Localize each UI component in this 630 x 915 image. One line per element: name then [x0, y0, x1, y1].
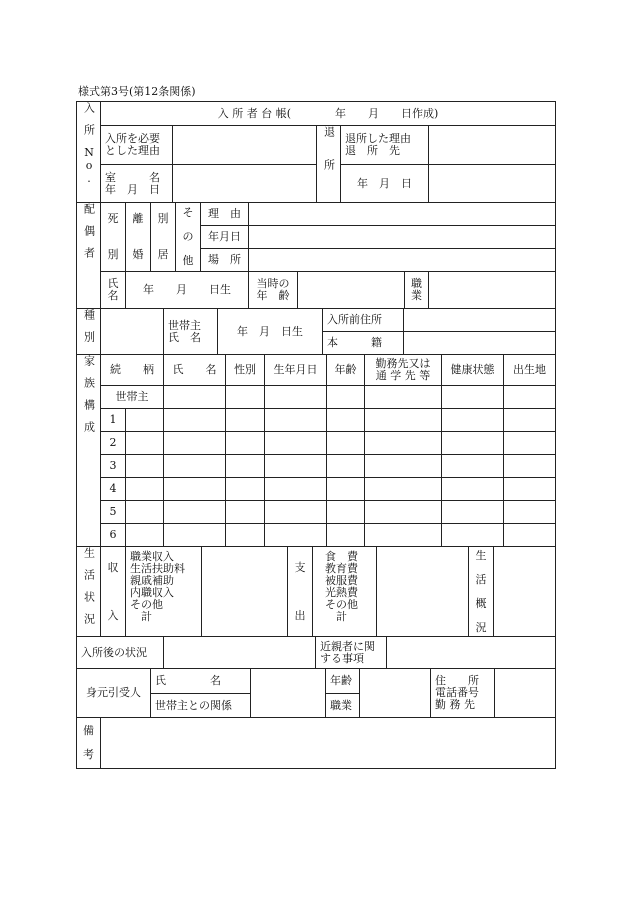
- family-cell[interactable]: [326, 431, 365, 455]
- relatives-field[interactable]: [386, 636, 556, 669]
- spouse-reason-label: 理 由: [200, 202, 249, 226]
- family-cell[interactable]: [503, 454, 556, 478]
- guarantor-age-label: 年齢: [325, 668, 360, 694]
- family-cell[interactable]: [441, 408, 504, 432]
- family-cell[interactable]: [264, 431, 327, 455]
- family-cell[interactable]: [264, 408, 327, 432]
- family-row-number: 2: [100, 431, 126, 455]
- spouse-death-label: 死 別: [100, 202, 126, 272]
- expense-label: 支 出: [287, 546, 313, 637]
- admission-reason-field[interactable]: [172, 125, 317, 165]
- family-cell[interactable]: [163, 523, 226, 547]
- prev-address-field[interactable]: [403, 308, 556, 332]
- life-overview-label: 生 活 概 況: [468, 546, 494, 637]
- expense-amount-field[interactable]: [376, 546, 469, 637]
- family-cell[interactable]: [225, 500, 265, 524]
- prev-address-label: 入所前住所: [322, 308, 404, 332]
- family-cell[interactable]: [225, 454, 265, 478]
- admission-room-label: 室 名 年 月 日: [100, 164, 173, 203]
- after-status-label: 入所後の状況: [76, 636, 164, 669]
- family-cell[interactable]: [503, 523, 556, 547]
- family-cell[interactable]: [163, 500, 226, 524]
- family-cell[interactable]: [503, 500, 556, 524]
- income-label: 収 入: [100, 546, 126, 637]
- family-cell[interactable]: [441, 500, 504, 524]
- guarantor-name-label: 氏 名: [150, 668, 251, 694]
- family-cell[interactable]: [125, 523, 164, 547]
- family-header-age: 年齢: [326, 354, 365, 386]
- family-cell[interactable]: [264, 477, 327, 501]
- guarantor-contact-label: 住 所 電話番号 勤 務 先: [430, 668, 495, 718]
- family-header-name: 氏 名: [163, 354, 226, 386]
- spouse-divorce-label: 離 婚: [125, 202, 151, 272]
- spouse-date-field[interactable]: [248, 225, 556, 249]
- family-cell[interactable]: [364, 477, 442, 501]
- spouse-date-label: 年月日: [200, 225, 249, 249]
- family-row-number: 6: [100, 523, 126, 547]
- type-field[interactable]: [100, 308, 164, 355]
- family-cell[interactable]: [264, 454, 327, 478]
- family-row-number: 3: [100, 454, 126, 478]
- family-cell[interactable]: [503, 477, 556, 501]
- spouse-job-field[interactable]: [428, 271, 556, 309]
- spouse-reason-field[interactable]: [248, 202, 556, 226]
- family-cell[interactable]: [264, 500, 327, 524]
- life-overview-field[interactable]: [493, 546, 556, 637]
- family-cell[interactable]: [225, 431, 265, 455]
- admission-reason-label: 入所を必要 とした理由: [100, 125, 173, 165]
- domicile-label: 本 籍: [322, 331, 404, 355]
- family-row-number: 1: [100, 408, 126, 432]
- type-side-label: 種 別: [76, 308, 101, 355]
- family-cell[interactable]: [225, 477, 265, 501]
- family-header-sex: 性別: [225, 354, 265, 386]
- family-cell[interactable]: [326, 477, 365, 501]
- family-cell[interactable]: [441, 385, 504, 409]
- family-cell[interactable]: [163, 408, 226, 432]
- guarantor-contact-field[interactable]: [494, 668, 556, 718]
- head-name-label: 世帯主 氏 名: [163, 308, 218, 355]
- family-cell[interactable]: [364, 500, 442, 524]
- family-cell[interactable]: [125, 408, 164, 432]
- relatives-label: 近親者に関 する事項: [315, 636, 387, 669]
- remarks-field[interactable]: [100, 717, 556, 769]
- family-cell[interactable]: [503, 408, 556, 432]
- admission-side-label: 入 所 No.: [76, 101, 101, 203]
- family-cell[interactable]: [163, 385, 226, 409]
- spouse-separate-label: 別 居: [150, 202, 176, 272]
- family-cell[interactable]: [264, 385, 327, 409]
- form-title: 入 所 者 台 帳( 年 月 日作成): [100, 101, 556, 126]
- family-cell[interactable]: [441, 477, 504, 501]
- family-cell[interactable]: [364, 385, 442, 409]
- family-cell[interactable]: [125, 431, 164, 455]
- family-cell[interactable]: [125, 477, 164, 501]
- family-cell[interactable]: [503, 385, 556, 409]
- family-cell[interactable]: [225, 408, 265, 432]
- family-cell[interactable]: [326, 408, 365, 432]
- spouse-age-label: 当時の 年 齢: [248, 271, 298, 309]
- family-cell[interactable]: [326, 523, 365, 547]
- family-row-number: 4: [100, 477, 126, 501]
- head-birth-label: 年 月 日生: [217, 308, 323, 355]
- family-cell[interactable]: [326, 385, 365, 409]
- spouse-birth-label: 年 月 日生: [125, 271, 249, 309]
- family-cell[interactable]: [225, 385, 265, 409]
- family-side-label: 家 族 構 成: [76, 354, 101, 547]
- form-number: 様式第3号(第12条関係): [78, 85, 196, 98]
- family-cell[interactable]: [441, 523, 504, 547]
- family-cell[interactable]: [441, 431, 504, 455]
- family-cell[interactable]: [503, 431, 556, 455]
- guarantor-age-job-field[interactable]: [359, 668, 431, 718]
- expense-items: 食 費 教育費 被服費 光熱費 その他 計: [312, 546, 377, 637]
- family-cell[interactable]: [364, 523, 442, 547]
- family-header-relation: 続 柄: [100, 354, 164, 386]
- guarantor-name-field[interactable]: [250, 668, 326, 718]
- family-cell[interactable]: [163, 431, 226, 455]
- leaving-reason-label: 退所した理由 退 所 先: [340, 125, 429, 165]
- guarantor-relation-label: 世帯主との関係: [150, 693, 251, 718]
- admission-room-field[interactable]: [172, 164, 317, 203]
- income-amount-field[interactable]: [201, 546, 288, 637]
- family-cell[interactable]: [364, 454, 442, 478]
- family-cell[interactable]: [225, 523, 265, 547]
- family-cell[interactable]: [163, 477, 226, 501]
- spouse-side-label: 配 偶 者: [76, 202, 101, 309]
- family-cell[interactable]: [163, 454, 226, 478]
- after-status-field[interactable]: [163, 636, 316, 669]
- family-row-number: 5: [100, 500, 126, 524]
- spouse-job-label: 職 業: [404, 271, 429, 309]
- family-head-label: 世帯主: [100, 385, 164, 409]
- family-header-workplace: 勤務先又は 通 学 先 等: [364, 354, 442, 386]
- spouse-name-label: 氏 名: [100, 271, 126, 309]
- income-items: 職業収入 生活扶助料 親戚補助 内職収入 その他 計: [125, 546, 202, 637]
- family-cell[interactable]: [364, 408, 442, 432]
- family-cell[interactable]: [326, 454, 365, 478]
- spouse-place-label: 場 所: [200, 248, 249, 272]
- leaving-side-label: 退 所: [316, 125, 341, 203]
- registry-form: [76, 101, 556, 769]
- family-header-health: 健康状態: [441, 354, 504, 386]
- leaving-reason-field[interactable]: [428, 125, 556, 165]
- family-cell[interactable]: [441, 454, 504, 478]
- spouse-other-label: そ の 他: [175, 202, 201, 272]
- family-header-birthplace: 出生地: [503, 354, 556, 386]
- spouse-age-field[interactable]: [297, 271, 405, 309]
- family-header-birthdate: 生年月日: [264, 354, 327, 386]
- remarks-label: 備 考: [76, 717, 101, 769]
- spouse-place-field[interactable]: [248, 248, 556, 272]
- family-cell[interactable]: [326, 500, 365, 524]
- leaving-date-field[interactable]: [428, 164, 556, 203]
- family-cell[interactable]: [364, 431, 442, 455]
- family-cell[interactable]: [125, 454, 164, 478]
- guarantor-label: 身元引受人: [76, 668, 151, 718]
- guarantor-job-label: 職業: [325, 693, 360, 718]
- domicile-field[interactable]: [403, 331, 556, 355]
- life-side-label: 生 活 状 況: [76, 546, 101, 637]
- family-cell[interactable]: [125, 500, 164, 524]
- family-cell[interactable]: [264, 523, 327, 547]
- leaving-date-label: 年 月 日: [340, 164, 429, 203]
